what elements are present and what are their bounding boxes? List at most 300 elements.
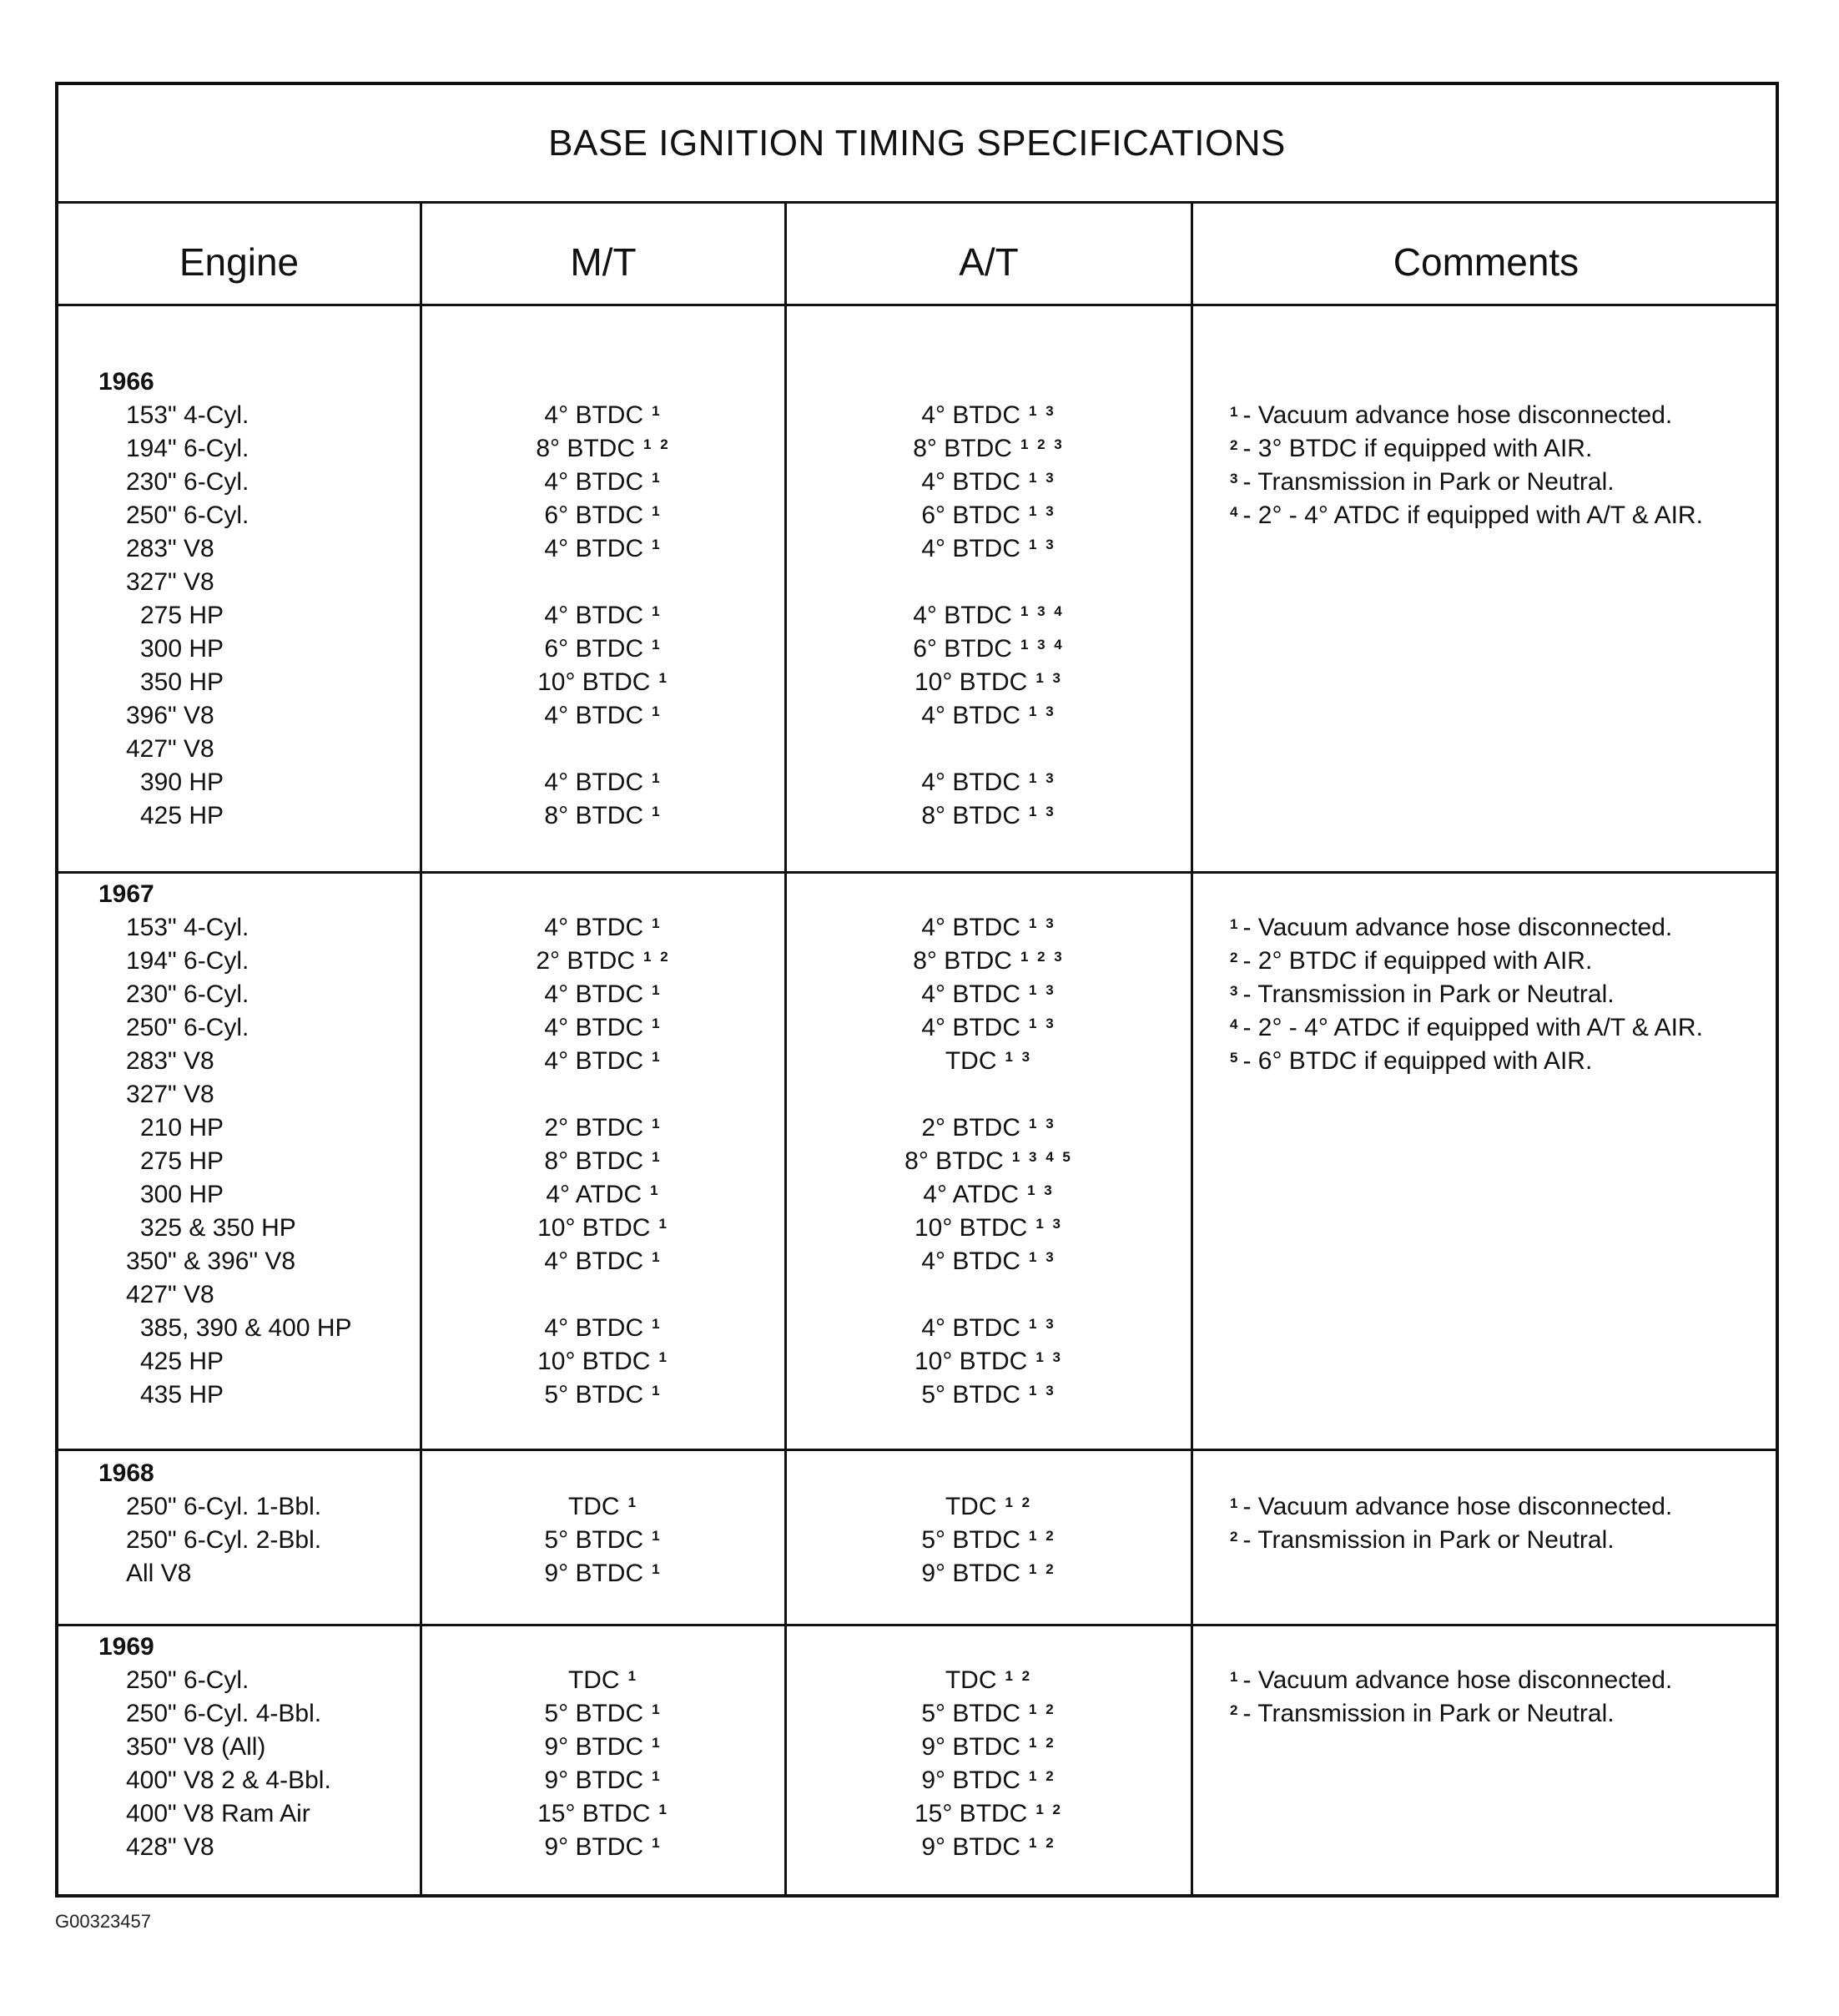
timing-value: 8° BTDC xyxy=(544,802,644,829)
mt-cell xyxy=(422,766,784,803)
footnote-ref: 1 xyxy=(652,804,663,819)
footnote-ref: 1 2 xyxy=(1029,1561,1056,1577)
footnote-ref: 1 xyxy=(652,503,663,519)
mt-cell xyxy=(422,566,784,602)
year-heading xyxy=(58,1630,1776,1664)
year-heading xyxy=(58,878,1776,911)
timing-value: 4° BTDC xyxy=(544,702,644,729)
section-divider xyxy=(58,871,1776,874)
figure-id: G00323457 xyxy=(55,1911,151,1932)
footnote-ref: 1 xyxy=(658,1349,669,1365)
at-cell xyxy=(787,1731,1191,1767)
footnote-ref: 1 3 4 5 xyxy=(1011,1149,1073,1165)
table-row xyxy=(58,1557,1776,1590)
engine-cell: 400" V8 2 & 4-Bbl. xyxy=(126,1767,331,1794)
year-label: 1967 xyxy=(98,880,154,908)
table-row xyxy=(58,1764,1776,1797)
comment-number: 1 xyxy=(1230,1669,1238,1685)
column-header-comments: Comments xyxy=(1393,240,1580,284)
mt-cell xyxy=(422,1664,784,1701)
footnote-ref: 1 xyxy=(652,537,663,552)
footnote-ref: 1 xyxy=(652,1116,663,1131)
timing-value: 4° BTDC xyxy=(921,769,1021,796)
engine-cell: 230" 6-Cyl. xyxy=(126,980,249,1008)
mt-cell xyxy=(422,1111,784,1148)
table-row xyxy=(58,1245,1776,1278)
footnote-ref: 1 xyxy=(652,1049,663,1065)
timing-value: 10° BTDC xyxy=(537,1348,651,1375)
header-divider xyxy=(58,304,1776,306)
table-row xyxy=(58,1212,1776,1245)
engine-cell: 350" & 396" V8 xyxy=(126,1247,296,1275)
timing-value: 5° BTDC xyxy=(921,1381,1021,1409)
footnote-ref: 1 3 xyxy=(1029,982,1056,998)
column-header-mt: M/T xyxy=(570,240,637,284)
mt-cell xyxy=(422,399,784,436)
timing-value: TDC xyxy=(567,1666,620,1694)
engine-cell: 400" V8 Ram Air xyxy=(126,1800,310,1827)
footnote-ref: 1 xyxy=(652,1561,663,1577)
footnote-ref: 1 3 xyxy=(1027,1182,1055,1198)
comment-note xyxy=(1230,1664,1672,1697)
engine-cell: 300 HP xyxy=(140,1181,224,1208)
mt-cell xyxy=(422,1078,784,1115)
timing-value: 9° BTDC xyxy=(544,1733,644,1761)
engine-cell: 194" 6-Cyl. xyxy=(126,947,249,975)
at-cell xyxy=(787,1764,1191,1801)
footnote-ref: 1 xyxy=(652,403,663,419)
at-cell xyxy=(787,699,1191,736)
timing-value: 9° BTDC xyxy=(544,1767,644,1794)
timing-value: 4° BTDC xyxy=(921,1314,1021,1342)
mt-cell xyxy=(422,1278,784,1315)
timing-value: 4° BTDC xyxy=(544,535,644,562)
footnote-ref: 1 xyxy=(658,1216,669,1232)
footnote-ref: 1 2 3 xyxy=(1020,436,1065,452)
comment-text: - Transmission in Park or Neutral. xyxy=(1242,468,1615,496)
comment-number: 2 xyxy=(1230,1529,1238,1545)
timing-value: 8° BTDC xyxy=(544,1147,644,1175)
footnote-ref: 1 2 xyxy=(1005,1668,1033,1684)
mt-cell xyxy=(422,911,784,948)
comment-text: - Vacuum advance hose disconnected. xyxy=(1242,1666,1673,1694)
column-header-engine: Engine xyxy=(179,240,300,284)
table-row xyxy=(58,1312,1776,1345)
comment-number: 4 xyxy=(1230,504,1238,520)
timing-value: 4° BTDC xyxy=(921,980,1021,1008)
engine-cell: 283" V8 xyxy=(126,1047,214,1075)
footnote-ref: 1 xyxy=(627,1494,639,1510)
timing-value: 8° BTDC xyxy=(904,1147,1004,1175)
mt-cell xyxy=(422,432,784,469)
at-cell xyxy=(787,1278,1191,1315)
comment-number: 5 xyxy=(1230,1050,1238,1066)
timing-value: 10° BTDC xyxy=(537,1214,651,1242)
comment-note xyxy=(1230,1524,1615,1557)
at-cell xyxy=(787,666,1191,703)
mt-cell xyxy=(422,532,784,569)
engine-cell: 210 HP xyxy=(140,1114,224,1142)
timing-value: 10° BTDC xyxy=(914,1214,1028,1242)
footnote-ref: 1 2 xyxy=(1005,1494,1033,1510)
timing-value: 4° ATDC xyxy=(546,1181,642,1208)
footnote-ref: 1 2 xyxy=(643,949,671,965)
engine-cell: 435 HP xyxy=(140,1381,224,1409)
table-row xyxy=(58,766,1776,799)
comment-note xyxy=(1230,399,1672,432)
engine-cell: 283" V8 xyxy=(126,535,214,562)
footnote-ref: 1 xyxy=(627,1668,639,1684)
footnote-ref: 1 2 xyxy=(1029,1835,1056,1851)
comment-text: - 2° - 4° ATDC if equipped with A/T & AIR. xyxy=(1242,501,1703,529)
footnote-ref: 1 3 xyxy=(1035,670,1063,686)
at-cell xyxy=(787,1178,1191,1215)
year-heading xyxy=(58,365,1776,399)
year-heading xyxy=(58,1457,1776,1490)
timing-value: 10° BTDC xyxy=(914,1348,1028,1375)
engine-cell: 390 HP xyxy=(140,769,224,796)
timing-value: 8° BTDC xyxy=(536,435,636,462)
at-cell xyxy=(787,799,1191,836)
footnote-ref: 1 xyxy=(652,915,663,931)
timing-value: 9° BTDC xyxy=(921,1833,1021,1861)
table-row xyxy=(58,1178,1776,1212)
comment-note xyxy=(1230,1045,1592,1078)
timing-value: 2° BTDC xyxy=(921,1114,1021,1142)
at-cell xyxy=(787,532,1191,569)
comment-number: 3 xyxy=(1230,471,1238,486)
mt-cell xyxy=(422,633,784,669)
comment-note xyxy=(1230,1490,1672,1524)
mt-cell xyxy=(422,699,784,736)
table-row xyxy=(58,1831,1776,1864)
footnote-ref: 1 3 4 xyxy=(1020,603,1065,619)
timing-value: 15° BTDC xyxy=(537,1800,651,1827)
timing-value: 8° BTDC xyxy=(913,947,1012,975)
table-row xyxy=(58,799,1776,833)
timing-value: 6° BTDC xyxy=(921,501,1021,529)
mt-cell xyxy=(422,1731,784,1767)
table-row xyxy=(58,1345,1776,1378)
mt-cell xyxy=(422,1378,784,1415)
footnote-ref: 1 3 xyxy=(1029,537,1056,552)
engine-cell: 427" V8 xyxy=(126,735,214,763)
footnote-ref: 1 2 xyxy=(1029,1528,1056,1544)
at-cell xyxy=(787,1378,1191,1415)
year-label: 1966 xyxy=(98,368,154,396)
comment-note xyxy=(1230,432,1592,466)
footnote-ref: 1 xyxy=(652,637,663,653)
engine-cell: 325 & 350 HP xyxy=(140,1214,296,1242)
mt-cell xyxy=(422,1178,784,1215)
engine-cell: 300 HP xyxy=(140,635,224,663)
comment-number: 1 xyxy=(1230,1495,1238,1511)
engine-cell: All V8 xyxy=(126,1560,192,1587)
at-cell xyxy=(787,1312,1191,1348)
timing-value: 9° BTDC xyxy=(921,1560,1021,1587)
timing-value: 2° BTDC xyxy=(544,1114,644,1142)
footnote-ref: 1 3 xyxy=(1029,1316,1056,1332)
comment-note xyxy=(1230,1011,1703,1045)
timing-value: 6° BTDC xyxy=(544,501,644,529)
timing-value: 9° BTDC xyxy=(544,1560,644,1587)
footnote-ref: 1 xyxy=(652,770,663,786)
comment-text: - Vacuum advance hose disconnected. xyxy=(1242,401,1673,429)
table-row xyxy=(58,633,1776,666)
comment-number: 2 xyxy=(1230,437,1238,453)
at-cell xyxy=(787,633,1191,669)
table-row xyxy=(58,1111,1776,1145)
table-row xyxy=(58,699,1776,733)
timing-value: 6° BTDC xyxy=(913,635,1012,663)
footnote-ref: 1 xyxy=(652,1768,663,1784)
at-cell xyxy=(787,1490,1191,1527)
comment-text: - 6° BTDC if equipped with AIR. xyxy=(1242,1047,1593,1075)
comment-note xyxy=(1230,466,1615,499)
timing-value: 15° BTDC xyxy=(914,1800,1028,1827)
engine-cell: 350" V8 (All) xyxy=(126,1733,266,1761)
engine-cell: 350 HP xyxy=(140,668,224,696)
at-cell xyxy=(787,566,1191,602)
engine-cell: 275 HP xyxy=(140,602,224,629)
footnote-ref: 1 3 xyxy=(1029,804,1056,819)
table-row xyxy=(58,1378,1776,1412)
footnote-ref: 1 2 xyxy=(1029,1768,1056,1784)
engine-cell: 153" 4-Cyl. xyxy=(126,914,249,941)
timing-value: 4° BTDC xyxy=(544,914,644,941)
timing-value: 4° BTDC xyxy=(544,602,644,629)
timing-value: 2° BTDC xyxy=(536,947,636,975)
footnote-ref: 1 xyxy=(652,1149,663,1165)
timing-value: 4° BTDC xyxy=(544,980,644,1008)
mt-cell xyxy=(422,1557,784,1594)
footnote-ref: 1 2 3 xyxy=(1020,949,1065,965)
footnote-ref: 1 xyxy=(652,603,663,619)
at-cell xyxy=(787,911,1191,948)
footnote-ref: 1 xyxy=(652,1249,663,1265)
timing-value: 9° BTDC xyxy=(921,1767,1021,1794)
at-cell xyxy=(787,499,1191,536)
comment-text: - 3° BTDC if equipped with AIR. xyxy=(1242,435,1593,462)
at-cell xyxy=(787,733,1191,769)
footnote-ref: 1 xyxy=(652,1735,663,1751)
timing-value: 9° BTDC xyxy=(544,1833,644,1861)
table-row xyxy=(58,1731,1776,1764)
mt-cell xyxy=(422,1312,784,1348)
engine-cell: 250" 6-Cyl. xyxy=(126,1014,249,1041)
footnote-ref: 1 xyxy=(652,1383,663,1399)
table-row xyxy=(58,1797,1776,1831)
mt-cell xyxy=(422,1245,784,1282)
mt-cell xyxy=(422,1524,784,1560)
footnote-ref: 1 2 xyxy=(1035,1802,1063,1817)
timing-value: 4° BTDC xyxy=(913,602,1012,629)
table-row xyxy=(58,1145,1776,1178)
mt-cell xyxy=(422,1212,784,1248)
timing-value: 4° BTDC xyxy=(544,1014,644,1041)
section-divider xyxy=(58,1624,1776,1626)
mt-cell xyxy=(422,1831,784,1867)
comment-number: 1 xyxy=(1230,404,1238,420)
timing-value: 6° BTDC xyxy=(544,635,644,663)
mt-cell xyxy=(422,1345,784,1382)
comment-note xyxy=(1230,945,1592,978)
at-cell xyxy=(787,1212,1191,1248)
mt-cell xyxy=(422,733,784,769)
footnote-ref: 1 xyxy=(652,1528,663,1544)
footnote-ref: 1 xyxy=(658,670,669,686)
mt-cell xyxy=(422,799,784,836)
at-cell xyxy=(787,1831,1191,1867)
timing-value: TDC xyxy=(945,1493,997,1520)
footnote-ref: 1 3 xyxy=(1029,403,1056,419)
mt-cell xyxy=(422,1045,784,1081)
timing-value: 4° BTDC xyxy=(544,468,644,496)
footnote-ref: 1 xyxy=(658,1802,669,1817)
comment-number: 3 xyxy=(1230,983,1238,999)
mt-cell xyxy=(422,499,784,536)
footnote-ref: 1 3 xyxy=(1029,1116,1056,1131)
footnote-ref: 1 3 xyxy=(1029,915,1056,931)
engine-cell: 396" V8 xyxy=(126,702,214,729)
comment-number: 2 xyxy=(1230,950,1238,965)
mt-cell xyxy=(422,1764,784,1801)
footnote-ref: 1 xyxy=(650,1182,661,1198)
at-cell xyxy=(787,432,1191,469)
timing-value: 4° BTDC xyxy=(544,1247,644,1275)
table-row xyxy=(58,733,1776,766)
mt-cell xyxy=(422,666,784,703)
at-cell xyxy=(787,1524,1191,1560)
engine-cell: 425 HP xyxy=(140,802,224,829)
timing-value: 4° BTDC xyxy=(921,1014,1021,1041)
section-divider xyxy=(58,1449,1776,1451)
comment-note xyxy=(1230,911,1672,945)
mt-cell xyxy=(422,945,784,981)
comment-text: - 2° - 4° ATDC if equipped with A/T & AIR. xyxy=(1242,1014,1703,1041)
comment-note xyxy=(1230,1697,1615,1731)
footnote-ref: 1 xyxy=(652,1016,663,1031)
at-cell xyxy=(787,1797,1191,1834)
at-cell xyxy=(787,945,1191,981)
mt-cell xyxy=(422,1697,784,1734)
footnote-ref: 1 xyxy=(652,1701,663,1717)
timing-value: TDC xyxy=(567,1493,620,1520)
column-header-at: A/T xyxy=(959,240,1019,284)
timing-value: 10° BTDC xyxy=(914,668,1028,696)
at-cell xyxy=(787,766,1191,803)
timing-value: TDC xyxy=(945,1666,997,1694)
engine-cell: 250" 6-Cyl. xyxy=(126,1666,249,1694)
timing-value: 8° BTDC xyxy=(921,802,1021,829)
at-cell xyxy=(787,1697,1191,1734)
timing-value: 5° BTDC xyxy=(921,1526,1021,1554)
engine-cell: 385, 390 & 400 HP xyxy=(140,1314,352,1342)
mt-cell xyxy=(422,1490,784,1527)
footnote-ref: 1 3 xyxy=(1029,1383,1056,1399)
engine-cell: 153" 4-Cyl. xyxy=(126,401,249,429)
footnote-ref: 1 2 xyxy=(1029,1701,1056,1717)
comment-number: 4 xyxy=(1230,1016,1238,1032)
at-cell xyxy=(787,1045,1191,1081)
at-cell xyxy=(787,1145,1191,1182)
footnote-ref: 1 3 xyxy=(1005,1049,1033,1065)
footnote-ref: 1 3 xyxy=(1029,770,1056,786)
footnote-ref: 1 3 4 xyxy=(1020,637,1065,653)
timing-value: 5° BTDC xyxy=(544,1381,644,1409)
mt-cell xyxy=(422,1011,784,1048)
mt-cell xyxy=(422,466,784,502)
timing-value: 5° BTDC xyxy=(921,1700,1021,1727)
timing-value: 4° BTDC xyxy=(544,401,644,429)
comment-note xyxy=(1230,499,1703,532)
table-row xyxy=(58,1078,1776,1111)
mt-cell xyxy=(422,1797,784,1834)
timing-value: 9° BTDC xyxy=(921,1733,1021,1761)
timing-value: 4° BTDC xyxy=(921,535,1021,562)
footnote-ref: 1 xyxy=(652,982,663,998)
footnote-ref: 1 xyxy=(652,1835,663,1851)
timing-value: 5° BTDC xyxy=(544,1700,644,1727)
engine-cell: 250" 6-Cyl. 4-Bbl. xyxy=(126,1700,322,1727)
timing-value: 4° BTDC xyxy=(921,914,1021,941)
year-label: 1969 xyxy=(98,1633,154,1661)
footnote-ref: 1 2 xyxy=(1029,1735,1056,1751)
footnote-ref: 1 2 xyxy=(643,436,671,452)
footnote-ref: 1 3 xyxy=(1029,703,1056,719)
at-cell xyxy=(787,399,1191,436)
comment-note xyxy=(1230,978,1615,1011)
engine-cell: 427" V8 xyxy=(126,1281,214,1308)
comment-text: - Vacuum advance hose disconnected. xyxy=(1242,1493,1673,1520)
comment-number: 2 xyxy=(1230,1702,1238,1718)
comment-text: - 2° BTDC if equipped with AIR. xyxy=(1242,947,1593,975)
table-row xyxy=(58,532,1776,566)
footnote-ref: 1 3 xyxy=(1029,503,1056,519)
timing-value: 4° ATDC xyxy=(923,1181,1020,1208)
at-cell xyxy=(787,466,1191,502)
comment-text: - Vacuum advance hose disconnected. xyxy=(1242,914,1673,941)
engine-cell: 425 HP xyxy=(140,1348,224,1375)
engine-cell: 250" 6-Cyl. 1-Bbl. xyxy=(126,1493,322,1520)
timing-value: 4° BTDC xyxy=(544,1047,644,1075)
table-row xyxy=(58,566,1776,599)
timing-value: 8° BTDC xyxy=(913,435,1012,462)
engine-cell: 230" 6-Cyl. xyxy=(126,468,249,496)
at-cell xyxy=(787,1557,1191,1594)
engine-cell: 275 HP xyxy=(140,1147,224,1175)
mt-cell xyxy=(422,599,784,636)
table-row xyxy=(58,599,1776,633)
at-cell xyxy=(787,1664,1191,1701)
footnote-ref: 1 3 xyxy=(1029,470,1056,486)
comment-text: - Transmission in Park or Neutral. xyxy=(1242,1526,1615,1554)
footnote-ref: 1 3 xyxy=(1035,1349,1063,1365)
comment-text: - Transmission in Park or Neutral. xyxy=(1242,980,1615,1008)
timing-value: 4° BTDC xyxy=(544,1314,644,1342)
timing-value: 4° BTDC xyxy=(921,1247,1021,1275)
at-cell xyxy=(787,978,1191,1015)
footnote-ref: 1 3 xyxy=(1035,1216,1063,1232)
at-cell xyxy=(787,599,1191,636)
engine-cell: 327" V8 xyxy=(126,1081,214,1108)
engine-cell: 428" V8 xyxy=(126,1833,214,1861)
timing-value: 4° BTDC xyxy=(921,401,1021,429)
timing-value: 4° BTDC xyxy=(921,468,1021,496)
footnote-ref: 1 xyxy=(652,470,663,486)
timing-value: 4° BTDC xyxy=(544,769,644,796)
table-row xyxy=(58,666,1776,699)
